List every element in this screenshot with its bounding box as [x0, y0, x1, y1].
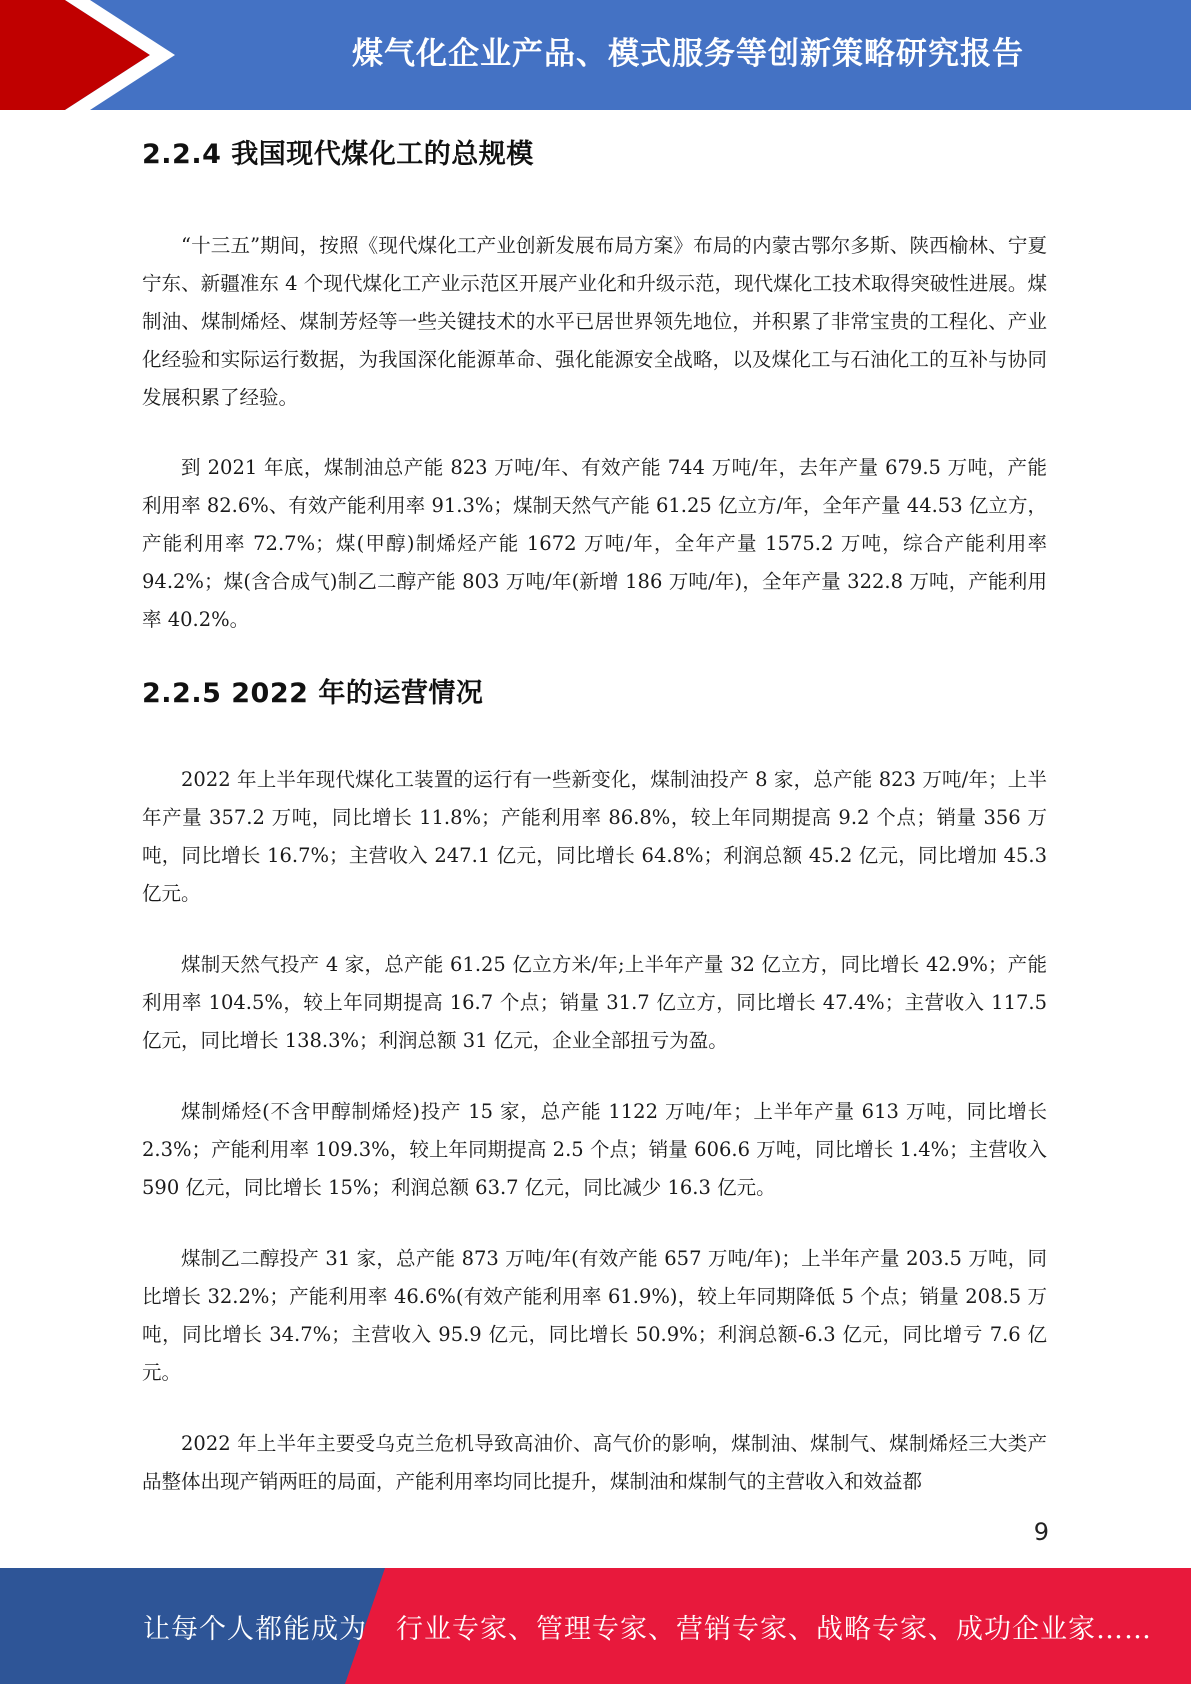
footer-slogan-right: 行业专家、管理专家、营销专家、战略专家、成功企业家…… — [396, 1613, 1152, 1645]
paragraph: 煤制乙二醇投产 31 家，总产能 873 万吨/年(有效产能 657 万吨/年)；上半年产量 203.5 万吨，同比增长 32.2%；产能利用率 46.6%(有效产能利用率 61.9%)，较上年同期降低 5 个点；销量 208.5 万吨，同比增长 34.7%；主营收入 95.9 亿元，同比增长 50.9%；利润总额-6.3 亿元，同比增亏 7.6 亿元。 — [142, 1247, 1047, 1384]
section-heading-2-2-4: 2.2.4 我国现代煤化工的总规模 — [142, 139, 534, 170]
footer-slogan-left: 让每个人都能成为 — [143, 1613, 367, 1645]
section-heading-2-2-5: 2.2.5 2022 年的运营情况 — [142, 678, 484, 709]
paragraph: “十三五”期间，按照《现代煤化工产业创新发展布局方案》布局的内蒙古鄂尔多斯、陕西榆林、宁夏宁东、新疆准东 4 个现代煤化工产业示范区开展产业化和升级示范，现代煤化工技术取得突破性进展。煤制油、煤制烯烃、煤制芳烃等一些关键技术的水平已居世界领先地位，并积累了非常宝贵的工程化、产业化经验和实际运行数据，为我国深化能源革命、强化能源安全战略，以及煤化工与石油化工的互补与协同发展积累了经验。 — [142, 234, 1047, 409]
page-content — [142, 128, 1047, 1501]
paragraph: 2022 年上半年主要受乌克兰危机导致高油价、高气价的影响，煤制油、煤制气、煤制烯烃三大类产品整体出现产销两旺的局面，产能利用率均同比提升，煤制油和煤制气的主营收入和效益都 — [142, 1432, 1047, 1493]
paragraph: 煤制烯烃(不含甲醇制烯烃)投产 15 家，总产能 1122 万吨/年；上半年产量 613 万吨，同比增长 2.3%；产能利用率 109.3%，较上年同期提高 2.5 个点；销量 606.6 万吨，同比增长 1.4%；主营收入 590 亿元，同比增长 15%；利润总额 63.7 亿元，同比减少 16.3 亿元。 — [142, 1100, 1047, 1199]
paragraph: 煤制天然气投产 4 家，总产能 61.25 亿立方米/年;上半年产量 32 亿立方，同比增长 42.9%；产能利用率 104.5%，较上年同期提高 16.7 个点；销量 31.7 亿立方，同比增长 47.4%；主营收入 117.5 亿元，同比增长 138.3%；利润总额 31 亿元，企业全部扭亏为盈。 — [142, 953, 1047, 1052]
page-number: 9 — [1033, 1518, 1049, 1546]
paragraph: 到 2021 年底，煤制油总产能 823 万吨/年、有效产能 744 万吨/年，去年产量 679.5 万吨，产能利用率 82.6%、有效产能利用率 91.3%；煤制天然气产能 61.25 亿立方/年，全年产量 44.53 亿立方，产能利用率 72.7%；煤(甲醇)制烯烃产能 1672 万吨/年，全年产量 1575.2 万吨，综合产能利用率 94.2%；煤(含合成气)制乙二醇产能 803 万吨/年(新增 186 万吨/年)，全年产量 322.8 万吨，产能利用率 40.2%。 — [142, 456, 1047, 631]
paragraph: 2022 年上半年现代煤化工装置的运行有一些新变化，煤制油投产 8 家，总产能 823 万吨/年；上半年产量 357.2 万吨，同比增长 11.8%；产能利用率 86.8%，较上年同期提高 9.2 个点；销量 356 万吨，同比增长 16.7%；主营收入 247.1 亿元，同比增长 64.8%；利润总额 45.2 亿元，同比增加 45.3 亿元。 — [142, 768, 1047, 905]
report-title: 煤气化企业产品、模式服务等创新策略研究报告 — [352, 35, 1024, 72]
page-header — [0, 0, 1191, 110]
page-footer — [0, 1568, 1191, 1684]
